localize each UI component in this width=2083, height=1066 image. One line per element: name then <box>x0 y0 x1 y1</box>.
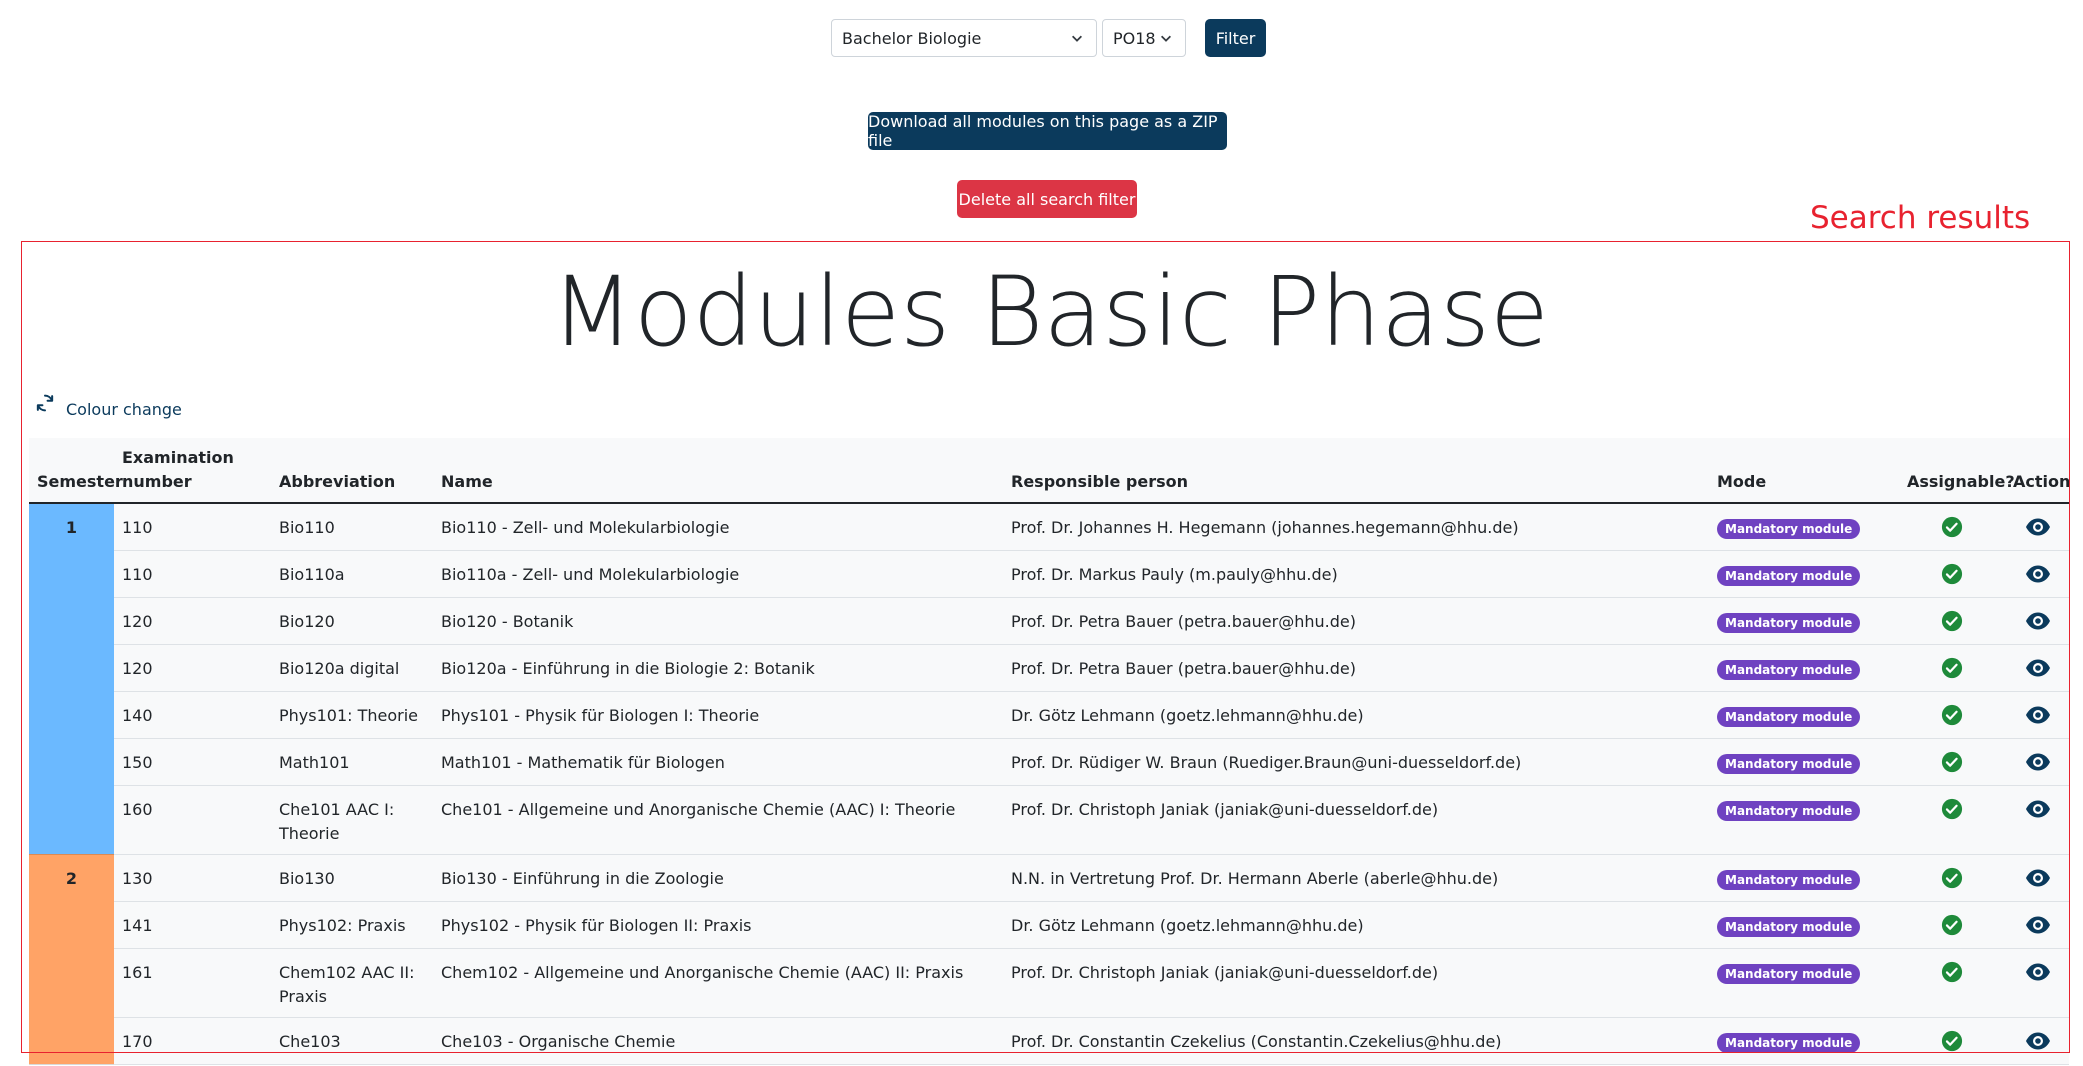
action-cell[interactable] <box>2005 550 2069 597</box>
table-row <box>29 597 2069 644</box>
check-circle-icon <box>1941 516 1963 538</box>
module-name-cell: Bio110 - Zell- und Molekularbiologie <box>433 503 1003 550</box>
exam-number-cell: 120 <box>114 644 271 691</box>
table-row <box>29 691 2069 738</box>
header-responsible-person: Responsible person <box>1003 438 1709 503</box>
colour-change-label: Colour change <box>66 399 182 419</box>
view-eye-icon[interactable] <box>2025 961 2051 983</box>
exam-number-cell: 140 <box>114 691 271 738</box>
view-eye-icon[interactable] <box>2025 914 2051 936</box>
check-circle-icon <box>1941 961 1963 983</box>
abbreviation-cell: Phys101: Theorie <box>271 691 433 738</box>
view-eye-icon[interactable] <box>2025 867 2051 889</box>
check-circle-icon <box>1941 1030 1963 1052</box>
responsible-person-cell: Prof. Dr. Christoph Janiak (janiak@uni-duesseldorf.de) <box>1003 948 1709 1017</box>
mode-cell <box>1709 854 1899 901</box>
exam-number-cell: 170 <box>114 1017 271 1064</box>
exam-number-cell: 130 <box>114 854 271 901</box>
responsible-person-cell: Prof. Dr. Petra Bauer (petra.bauer@hhu.de) <box>1003 597 1709 644</box>
page-title: Modules Basic Phase <box>551 256 1549 368</box>
header-assignable: Assignable? <box>1899 438 2005 503</box>
po-select-value: PO18 <box>1113 28 1156 48</box>
assignable-cell <box>1899 785 2005 854</box>
action-cell[interactable] <box>2005 738 2069 785</box>
view-eye-icon[interactable] <box>2025 751 2051 773</box>
delete-search-filter-button[interactable]: Delete all search filter <box>957 180 1137 218</box>
responsible-person-cell: Prof. Dr. Rüdiger W. Braun (Ruediger.Braun@uni-duesseldorf.de) <box>1003 738 1709 785</box>
action-cell[interactable] <box>2005 503 2069 550</box>
mode-cell <box>1709 644 1899 691</box>
mode-badge: Mandatory module <box>1717 917 1860 937</box>
exam-number-cell: 160 <box>114 785 271 854</box>
action-cell[interactable] <box>2005 597 2069 644</box>
refresh-icon <box>34 392 56 414</box>
semester-cell: 2 <box>29 854 114 1064</box>
view-eye-icon[interactable] <box>2025 1030 2051 1052</box>
table-row <box>29 901 2069 948</box>
abbreviation-cell: Che103 <box>271 1017 433 1064</box>
exam-number-cell: 150 <box>114 738 271 785</box>
exam-number-cell: 110 <box>114 550 271 597</box>
abbreviation-cell: Bio110a <box>271 550 433 597</box>
header-action: Action <box>2005 438 2069 503</box>
module-name-cell: Bio120a - Einführung in die Biologie 2: Botanik <box>433 644 1003 691</box>
po-select[interactable] <box>1102 19 1186 57</box>
mode-badge: Mandatory module <box>1717 707 1860 727</box>
assignable-cell <box>1899 503 2005 550</box>
assignable-cell <box>1899 550 2005 597</box>
exam-number-cell: 141 <box>114 901 271 948</box>
mode-badge: Mandatory module <box>1717 964 1860 984</box>
assignable-cell <box>1899 738 2005 785</box>
abbreviation-cell: Math101 <box>271 738 433 785</box>
abbreviation-cell: Che101 AAC I: Theorie <box>271 785 433 854</box>
check-circle-icon <box>1941 914 1963 936</box>
table-row <box>29 948 2069 1017</box>
mode-cell <box>1709 550 1899 597</box>
check-circle-icon <box>1941 563 1963 585</box>
module-name-cell: Bio110a - Zell- und Molekularbiologie <box>433 550 1003 597</box>
check-circle-icon <box>1941 657 1963 679</box>
view-eye-icon[interactable] <box>2025 610 2051 632</box>
header-examination-number: Examination number <box>114 438 271 503</box>
download-zip-button[interactable]: Download all modules on this page as a ZIP file <box>868 112 1227 150</box>
exam-number-cell: 161 <box>114 948 271 1017</box>
chevron-down-icon <box>1159 31 1173 45</box>
mode-badge: Mandatory module <box>1717 519 1860 539</box>
semester-cell: 1 <box>29 503 114 854</box>
table-header-row <box>29 438 2069 503</box>
exam-number-cell: 120 <box>114 597 271 644</box>
action-cell[interactable] <box>2005 644 2069 691</box>
header-abbreviation: Abbreviation <box>271 438 433 503</box>
filter-bar <box>831 19 1266 57</box>
action-cell[interactable] <box>2005 691 2069 738</box>
course-select[interactable] <box>831 19 1097 57</box>
abbreviation-cell: Chem102 AAC II: Praxis <box>271 948 433 1017</box>
responsible-person-cell: N.N. in Vertretung Prof. Dr. Hermann Aberle (aberle@hhu.de) <box>1003 854 1709 901</box>
header-mode: Mode <box>1709 438 1899 503</box>
view-eye-icon[interactable] <box>2025 516 2051 538</box>
check-circle-icon <box>1941 867 1963 889</box>
view-eye-icon[interactable] <box>2025 563 2051 585</box>
responsible-person-cell: Dr. Götz Lehmann (goetz.lehmann@hhu.de) <box>1003 901 1709 948</box>
mode-cell <box>1709 691 1899 738</box>
mode-cell <box>1709 785 1899 854</box>
module-name-cell: Chem102 - Allgemeine und Anorganische Chemie (AAC) II: Praxis <box>433 948 1003 1017</box>
module-name-cell: Bio130 - Einführung in die Zoologie <box>433 854 1003 901</box>
view-eye-icon[interactable] <box>2025 798 2051 820</box>
abbreviation-cell: Phys102: Praxis <box>271 901 433 948</box>
mode-badge: Mandatory module <box>1717 754 1860 774</box>
assignable-cell <box>1899 901 2005 948</box>
assignable-cell <box>1899 644 2005 691</box>
view-eye-icon[interactable] <box>2025 657 2051 679</box>
chevron-down-icon <box>1070 31 1084 45</box>
responsible-person-cell: Prof. Dr. Markus Pauly (m.pauly@hhu.de) <box>1003 550 1709 597</box>
mode-cell <box>1709 901 1899 948</box>
mode-cell <box>1709 1017 1899 1064</box>
mode-badge: Mandatory module <box>1717 566 1860 586</box>
module-name-cell: Bio120 - Botanik <box>433 597 1003 644</box>
assignable-cell <box>1899 1017 2005 1064</box>
exam-number-cell: 110 <box>114 503 271 550</box>
responsible-person-cell: Prof. Dr. Constantin Czekelius (Constantin.Czekelius@hhu.de) <box>1003 1017 1709 1064</box>
module-name-cell: Phys101 - Physik für Biologen I: Theorie <box>433 691 1003 738</box>
action-cell[interactable] <box>2005 854 2069 901</box>
modules-table <box>29 438 2069 1065</box>
mode-cell <box>1709 738 1899 785</box>
responsible-person-cell: Dr. Götz Lehmann (goetz.lehmann@hhu.de) <box>1003 691 1709 738</box>
colour-change-link[interactable] <box>34 398 182 420</box>
assignable-cell <box>1899 948 2005 1017</box>
mode-badge: Mandatory module <box>1717 870 1860 890</box>
table-row <box>29 785 2069 854</box>
action-cell[interactable] <box>2005 785 2069 854</box>
module-name-cell: Che103 - Organische Chemie <box>433 1017 1003 1064</box>
module-name-cell: Che101 - Allgemeine und Anorganische Chemie (AAC) I: Theorie <box>433 785 1003 854</box>
mode-cell <box>1709 503 1899 550</box>
check-circle-icon <box>1941 751 1963 773</box>
table-row <box>29 503 2069 550</box>
assignable-cell <box>1899 691 2005 738</box>
action-cell[interactable] <box>2005 948 2069 1017</box>
mode-badge: Mandatory module <box>1717 660 1860 680</box>
assignable-cell <box>1899 854 2005 901</box>
table-row <box>29 550 2069 597</box>
abbreviation-cell: Bio120 <box>271 597 433 644</box>
table-row <box>29 738 2069 785</box>
header-name: Name <box>433 438 1003 503</box>
module-name-cell: Math101 - Mathematik für Biologen <box>433 738 1003 785</box>
responsible-person-cell: Prof. Dr. Johannes H. Hegemann (johannes.hegemann@hhu.de) <box>1003 503 1709 550</box>
view-eye-icon[interactable] <box>2025 704 2051 726</box>
action-cell[interactable] <box>2005 1017 2069 1064</box>
mode-cell <box>1709 948 1899 1017</box>
mode-badge: Mandatory module <box>1717 613 1860 633</box>
filter-button[interactable]: Filter <box>1205 19 1266 57</box>
check-circle-icon <box>1941 798 1963 820</box>
search-results-annotation-label: Search results <box>1810 200 2031 236</box>
mode-cell <box>1709 597 1899 644</box>
assignable-cell <box>1899 597 2005 644</box>
mode-badge: Mandatory module <box>1717 1033 1860 1053</box>
responsible-person-cell: Prof. Dr. Petra Bauer (petra.bauer@hhu.de) <box>1003 644 1709 691</box>
header-semester: Semester <box>29 438 114 503</box>
table-row <box>29 644 2069 691</box>
course-select-value: Bachelor Biologie <box>842 28 982 48</box>
module-name-cell: Phys102 - Physik für Biologen II: Praxis <box>433 901 1003 948</box>
table-row <box>29 854 2069 901</box>
abbreviation-cell: Bio110 <box>271 503 433 550</box>
responsible-person-cell: Prof. Dr. Christoph Janiak (janiak@uni-duesseldorf.de) <box>1003 785 1709 854</box>
mode-badge: Mandatory module <box>1717 801 1860 821</box>
table-row <box>29 1017 2069 1064</box>
check-circle-icon <box>1941 704 1963 726</box>
check-circle-icon <box>1941 610 1963 632</box>
abbreviation-cell: Bio130 <box>271 854 433 901</box>
abbreviation-cell: Bio120a digital <box>271 644 433 691</box>
action-cell[interactable] <box>2005 901 2069 948</box>
